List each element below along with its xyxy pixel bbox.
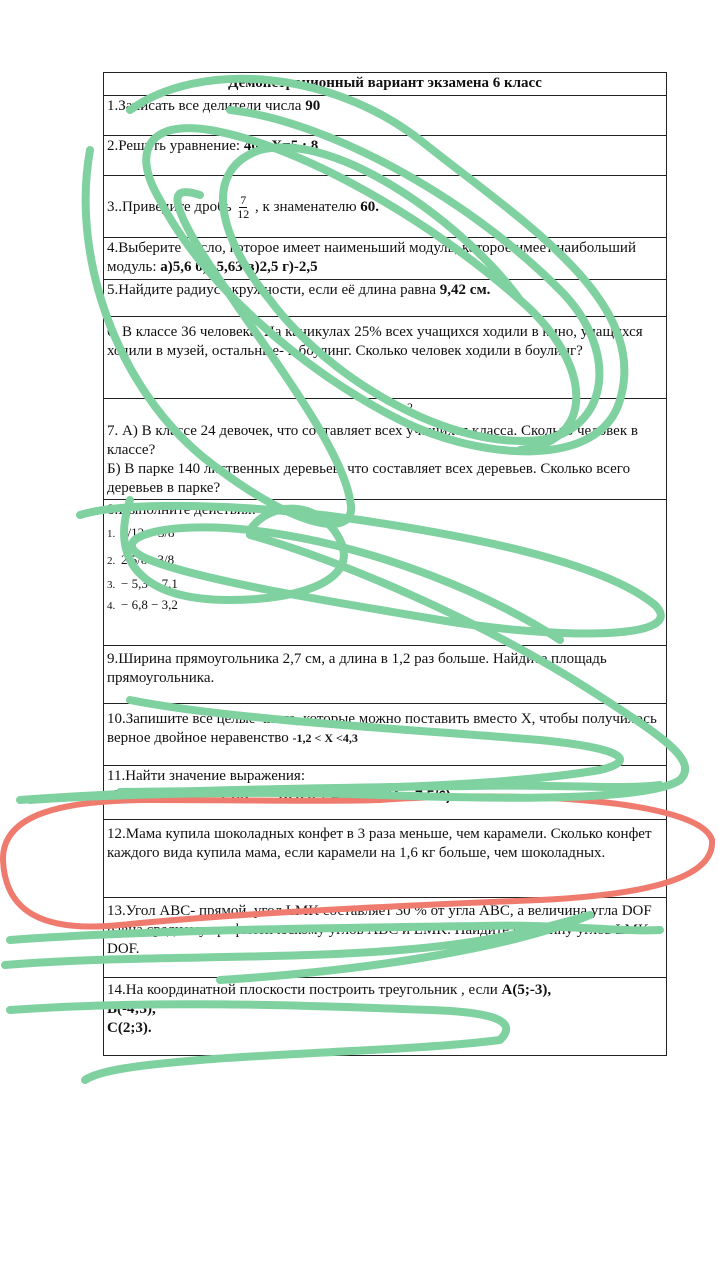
q8-item-index: 4. <box>107 600 116 612</box>
q8-item <box>107 520 663 547</box>
question-5 <box>104 280 667 317</box>
question-7 <box>104 399 667 500</box>
q3-den: 12 <box>237 207 250 221</box>
q8-item-expr: 5/12 + 3/8 <box>121 525 175 540</box>
question-14 <box>104 978 667 1056</box>
q6-text: 6. В классе 36 человека. На каникулах 25% всех учащихся ходили в кино, учащихся ходили в музей, остальные- в боулинг. Сколько человек ходили в боулинг? <box>107 324 643 359</box>
question-8 <box>104 500 667 646</box>
q8-item-index: 3. <box>107 579 116 591</box>
q12-text: 12.Мама купила шоколадных конфет в 3 раза меньше, чем карамели. Сколько конфет каждого вида купила мама, если карамели на 1,6 кг больше, чем шоколадных. <box>107 826 652 861</box>
q7-part-a: 7. А) В классе 24 девочек, что составляет всех учащихся класса. Сколько человек в классе? <box>107 423 638 458</box>
q13-text: 13.Угол ABC- прямой, угол LMK составляет 30 % от угла ABC, а величина угла DOF равна среднему арифметическому углов ABC и LMK. Найдите величину углов LMK и DOF. <box>107 903 661 957</box>
q11-expr-a: а) 13 2/7 − 11,2 : 9 1/3 ; <box>107 787 257 803</box>
q10-text: 10.Запишите все целые числа, которые можно поставить вместо Х, чтобы получилось верное двойное неравенство <box>107 711 657 746</box>
exam-table <box>103 72 667 1056</box>
q3-num: 7 <box>240 193 247 207</box>
q7-fraction-num: 2 <box>407 400 413 414</box>
q10-inequality: -1,2 < X <4,3 <box>292 731 358 745</box>
q8-item <box>107 547 663 574</box>
q14-point-c: C(2;3). <box>107 1020 152 1036</box>
question-9 <box>104 646 667 704</box>
question-13 <box>104 898 667 978</box>
q3-fraction <box>237 194 249 221</box>
q2-text: 2.Решить уравнение: <box>107 138 244 154</box>
q4-text: 4.Выберите число, которое имеет наименьший модуль, которое имеет наибольший модуль: <box>107 240 636 275</box>
q5-value: 9,42 см. <box>439 282 491 298</box>
question-2 <box>104 136 667 176</box>
question-3 <box>104 176 667 238</box>
question-11 <box>104 766 667 820</box>
q3-target: 60. <box>360 198 380 215</box>
q5-text: 5.Найдите радиус окружности, если её длина равна <box>107 282 440 298</box>
q3-pre: 3..Приведите дробь <box>107 198 236 215</box>
q8-item-expr: − 5,3 + 7,1 <box>121 576 178 591</box>
question-10 <box>104 704 667 766</box>
q8-text: 8.Выполните действия: <box>107 502 256 518</box>
q9-text: 9.Ширина прямоугольника 2,7 см, а длина в 1,2 раз больше. Найдите площадь прямоугольника. <box>107 651 607 686</box>
q1-text: 1.Записать все делители числа <box>107 98 306 114</box>
q8-item-expr: − 6,8 − 3,2 <box>121 597 178 612</box>
q8-item-index: 1. <box>107 528 116 540</box>
q14-text: 14.На координатной плоскости построить треугольник , если <box>107 982 502 998</box>
q11-text: 11.Найти значение выражения: <box>107 768 305 784</box>
q4-options: а)5,6 б) -5,63 в)2,5 г)-2,5 <box>160 259 318 275</box>
q1-number: 90 <box>305 98 321 114</box>
q8-list <box>107 520 663 616</box>
q8-item <box>107 595 663 616</box>
q8-item <box>107 574 663 595</box>
question-4 <box>104 238 667 280</box>
q3-post: , к знаменателю <box>255 198 361 215</box>
q8-item-index: 2. <box>107 555 116 567</box>
q11-expr-b: б) 3,6 + 4,8 · (8 3/4 − 7 5/6) <box>278 787 451 803</box>
question-12 <box>104 820 667 898</box>
q2-equation: 40 : X=5 : 8 <box>243 138 319 154</box>
exam-title: Демонстрационный вариант экзамена 6 класс <box>104 73 667 96</box>
q14-point-b: B(-4;3), <box>107 1001 156 1017</box>
q8-item-expr: 2 5/8 : 3/8 <box>121 552 175 567</box>
q14-point-a: A(5;-3), <box>501 982 552 998</box>
q7-part-b: Б) В парке 140 лиственных деревьев, что составляет всех деревьев. Сколько всего деревьев в парке? <box>107 461 631 496</box>
question-6 <box>104 317 667 399</box>
question-1 <box>104 96 667 136</box>
